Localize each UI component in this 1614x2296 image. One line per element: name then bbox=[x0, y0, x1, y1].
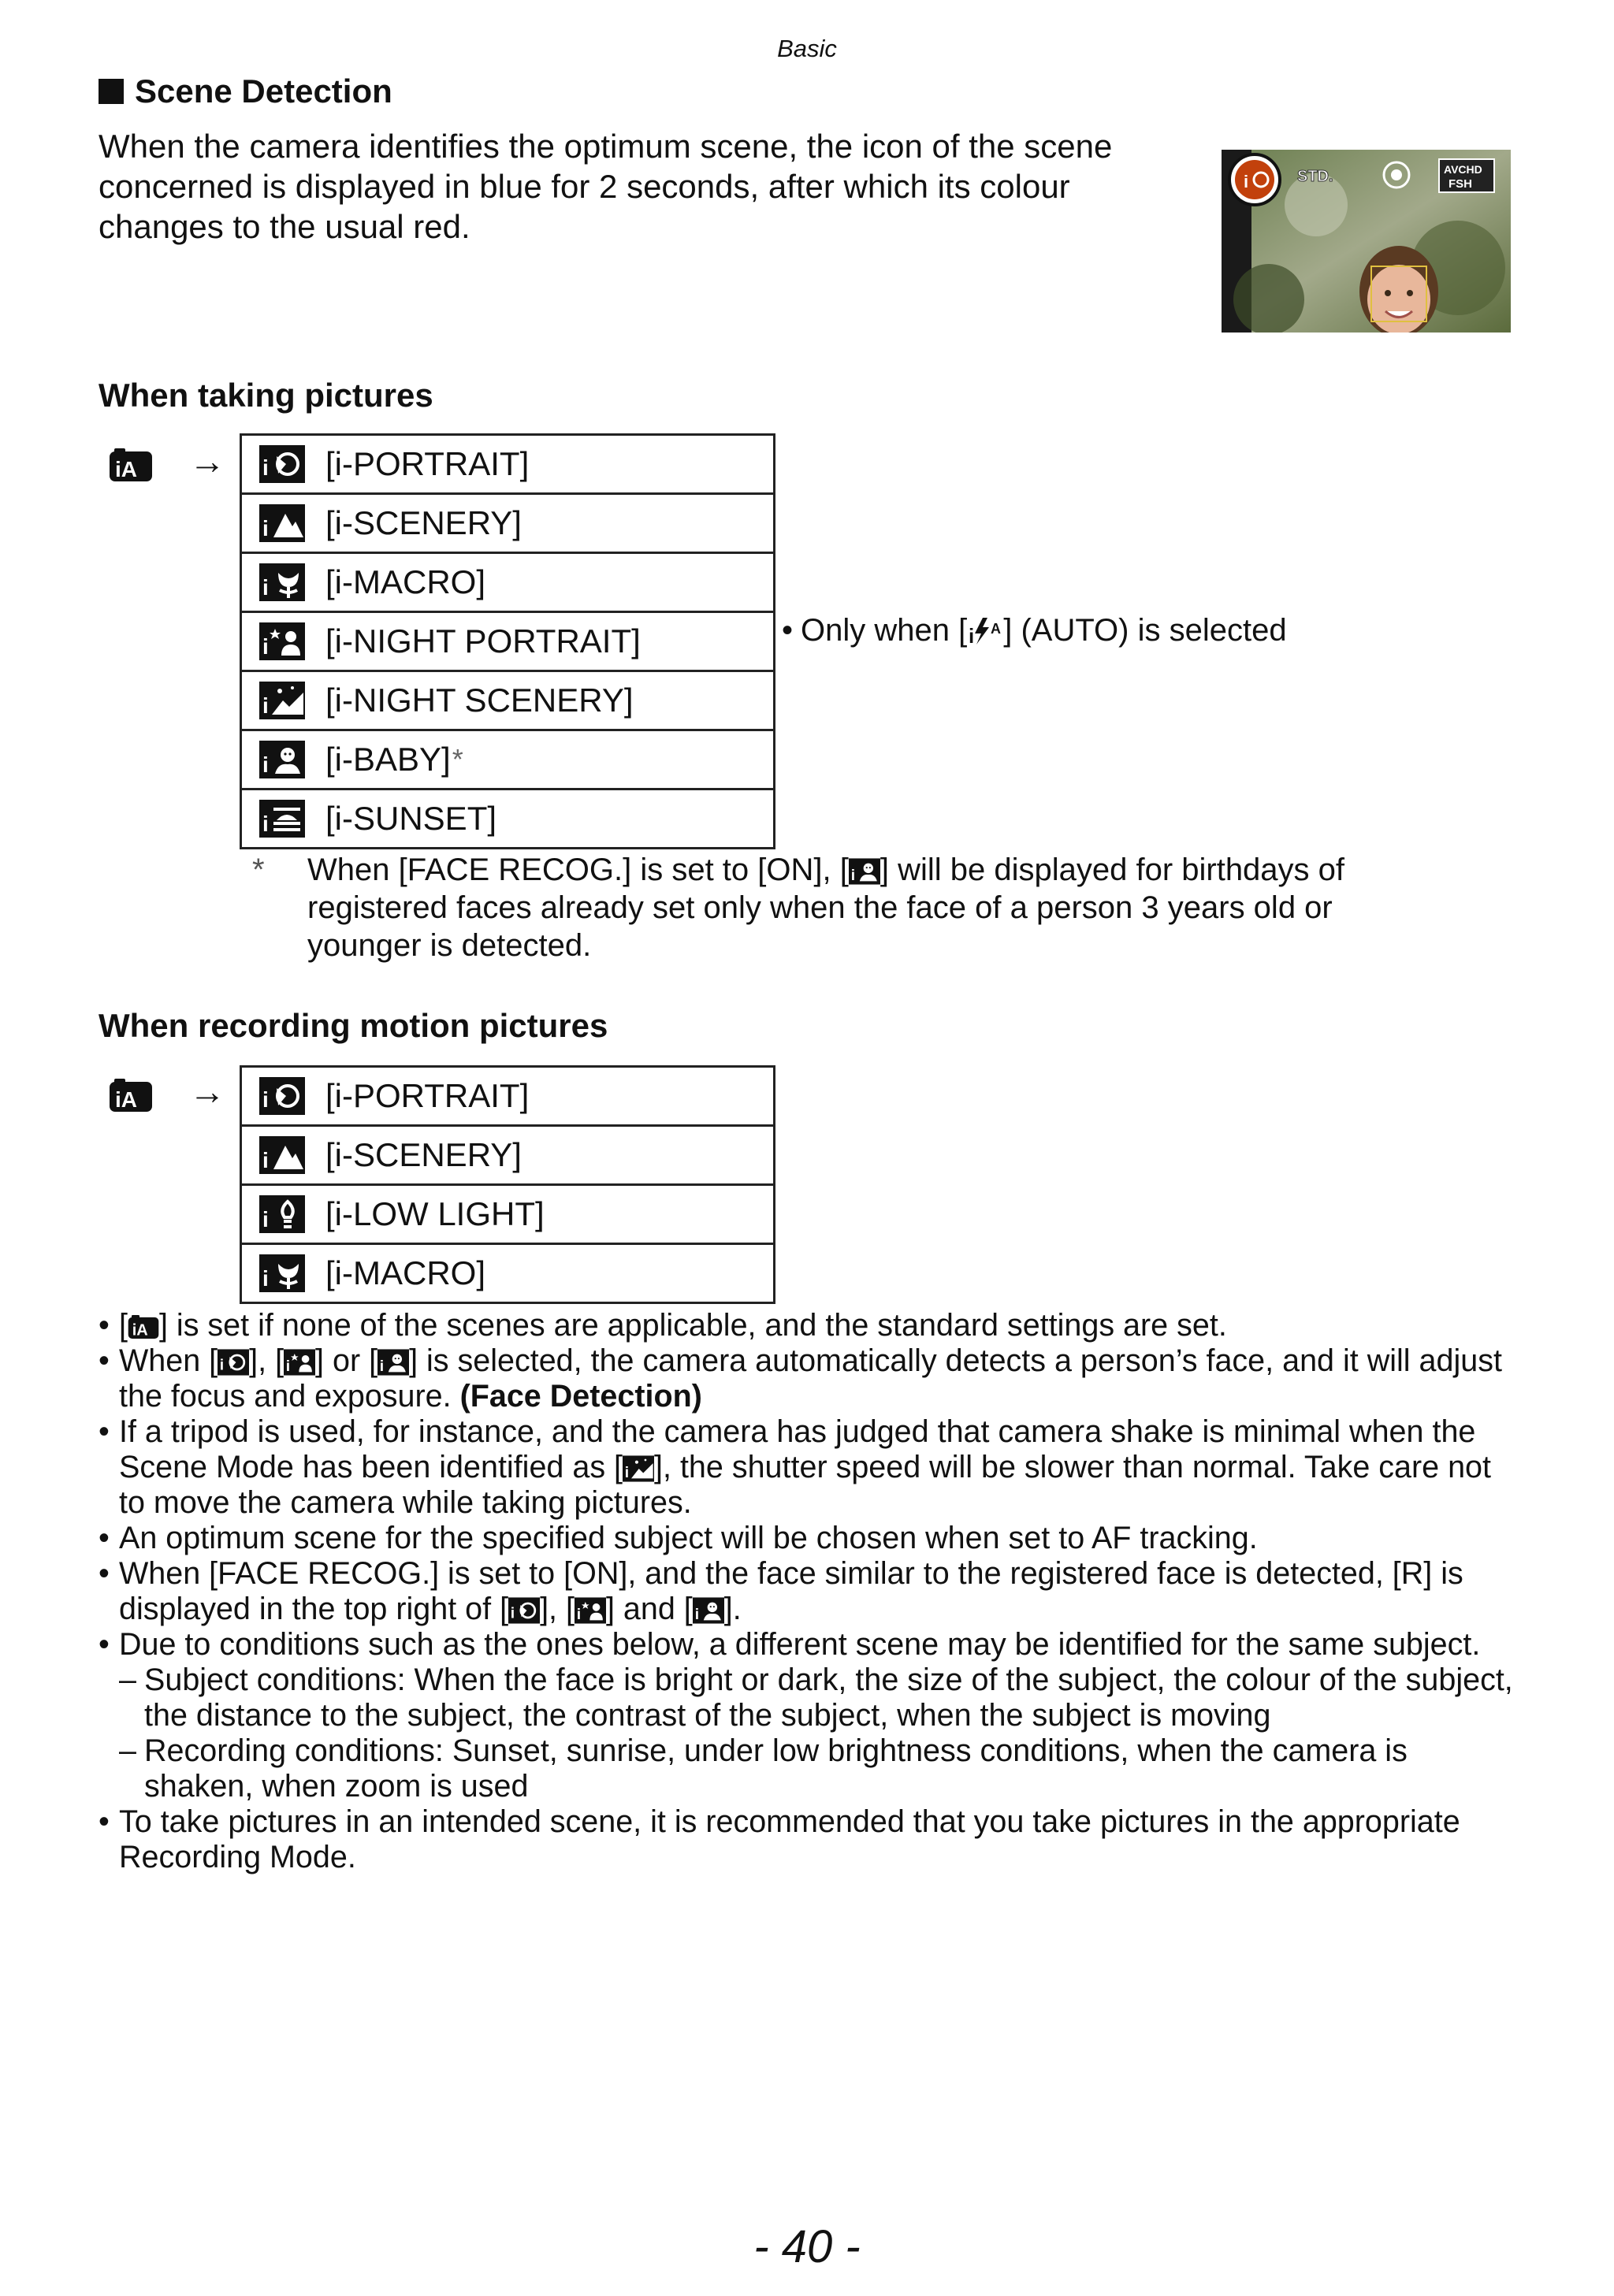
note-item bbox=[99, 1308, 1517, 1343]
i-portrait-icon bbox=[259, 445, 305, 483]
note-text: Due to conditions such as the ones below, a different scene may be identified for the same subject. bbox=[119, 1627, 1481, 1662]
bullet: • bbox=[99, 1804, 110, 1839]
i-baby-icon bbox=[693, 1597, 724, 1624]
note-text-part: ] and [ bbox=[605, 1592, 693, 1626]
intro-paragraph bbox=[99, 126, 1202, 247]
scene-row-night-scenery bbox=[242, 672, 773, 731]
i-portrait-icon bbox=[508, 1597, 540, 1624]
i-scenery-icon bbox=[259, 504, 305, 542]
osd-avchd-label: AVCHD bbox=[1444, 163, 1482, 176]
scene-label: [i-NIGHT PORTRAIT] bbox=[325, 622, 641, 659]
scene-row-portrait bbox=[242, 1068, 773, 1127]
intelligent-auto-icon bbox=[109, 1078, 153, 1113]
asterisk-mark: * bbox=[252, 853, 265, 887]
note-text-part: ] is selected, the camera automatically detects a person’s face, and it will adjust the focus and exposure. bbox=[119, 1343, 1502, 1414]
scene-row-macro bbox=[242, 554, 773, 613]
baby-footnote bbox=[252, 851, 1434, 964]
note-text-part: ], [ bbox=[249, 1343, 284, 1378]
scene-label: [i-SCENERY] bbox=[325, 504, 522, 541]
footnote-text-before: When [FACE RECOG.] is set to [ON], [ bbox=[307, 853, 849, 887]
i-night-portrait-icon bbox=[259, 622, 305, 660]
scene-row-scenery bbox=[242, 495, 773, 554]
i-scenery-icon bbox=[259, 1136, 305, 1174]
i-night-portrait-icon bbox=[284, 1349, 315, 1376]
i-night-scenery-icon bbox=[623, 1455, 654, 1482]
note-text-part: ], [ bbox=[540, 1592, 575, 1626]
note-bold-text: (Face Detection) bbox=[459, 1379, 702, 1414]
heading-recording-motion-pictures: When recording motion pictures bbox=[99, 1007, 608, 1044]
scene-label: [i-SUNSET] bbox=[325, 800, 497, 837]
asterisk-mark: * bbox=[452, 743, 463, 775]
i-portrait-icon bbox=[259, 1077, 305, 1115]
sub-note-text: Subject conditions: When the face is bright or dark, the size of the subject, the colour of the subject, the distance to the subject, the contrast of the subject, when the subject is moving bbox=[144, 1663, 1513, 1733]
i-night-scenery-icon bbox=[259, 682, 305, 719]
intro-text: When the camera identifies the optimum scene, the icon of the scene concerned is displayed in blue for 2 seconds, after which its colour changes to the usual red. bbox=[99, 128, 1113, 245]
heading-taking-pictures: When taking pictures bbox=[99, 377, 433, 414]
taking-scene-table bbox=[240, 433, 775, 849]
arrow-icon: → bbox=[189, 440, 225, 481]
note-item bbox=[99, 1343, 1517, 1414]
bullet: • bbox=[99, 1627, 110, 1662]
i-baby-icon bbox=[259, 741, 305, 778]
scene-row-sunset bbox=[242, 790, 773, 849]
osd-fsh-label: FSH bbox=[1449, 177, 1472, 191]
auto-flash-icon bbox=[967, 616, 1003, 646]
footnote-text bbox=[307, 851, 1434, 964]
i-macro-icon bbox=[259, 1254, 305, 1292]
note-text: To take pictures in an intended scene, it is recommended that you take pictures in the appropriate Recording Mode. bbox=[119, 1804, 1460, 1874]
i-macro-icon bbox=[259, 563, 305, 601]
note-text bbox=[119, 1414, 1517, 1521]
note-text-part: If a tripod is used, for instance, and the camera has judged that camera shake is minimal when the Scene Mode has been identified as [ bbox=[119, 1414, 1476, 1484]
note-text-part: ] or [ bbox=[315, 1343, 378, 1378]
notes-list bbox=[99, 1308, 1517, 1875]
note-text bbox=[119, 1556, 1517, 1627]
scene-row-low-light bbox=[242, 1186, 773, 1245]
note-text-part: When [FACE RECOG.] is set to [ON], and the face similar to the registered face is detected, [R] is displayed in the top right of [ bbox=[119, 1556, 1463, 1626]
camera-screen-photo bbox=[1222, 150, 1511, 333]
page-number: - 40 - bbox=[753, 2221, 861, 2272]
dash: – bbox=[119, 1733, 136, 1768]
i-baby-icon bbox=[849, 858, 880, 885]
note-text-after: ] (AUTO) is selected bbox=[1003, 613, 1287, 648]
note-text-part: When [ bbox=[119, 1343, 218, 1378]
intelligent-auto-icon bbox=[109, 448, 153, 482]
i-low-light-icon bbox=[259, 1195, 305, 1233]
scene-label: [i-SCENERY] bbox=[325, 1136, 522, 1173]
scene-row-macro bbox=[242, 1245, 773, 1304]
bullet: • bbox=[99, 1343, 110, 1378]
scene-label: [i-BABY] bbox=[325, 741, 451, 778]
auto-only-note bbox=[782, 613, 1287, 648]
note-item bbox=[99, 1414, 1517, 1521]
scene-label: [i-PORTRAIT] bbox=[325, 1077, 530, 1114]
camera-screen-illustration bbox=[1222, 150, 1511, 333]
scene-label: [i-NIGHT SCENERY] bbox=[325, 682, 634, 719]
bullet: • bbox=[99, 1308, 110, 1343]
scene-label: [i-PORTRAIT] bbox=[325, 445, 530, 482]
recording-scene-table bbox=[240, 1065, 775, 1304]
i-portrait-icon bbox=[218, 1349, 249, 1376]
bullet: • bbox=[99, 1521, 110, 1555]
arrow-icon: → bbox=[189, 1071, 225, 1112]
note-text-part: ], the shutter speed will be slower than normal. Take care not to move the camera while taking pictures. bbox=[119, 1450, 1491, 1520]
note-item bbox=[99, 1627, 1517, 1663]
sub-note-item bbox=[119, 1733, 1517, 1804]
bullet: • bbox=[99, 1556, 110, 1591]
note-item bbox=[99, 1804, 1517, 1875]
note-text bbox=[119, 1343, 1517, 1414]
scene-row-scenery bbox=[242, 1127, 773, 1186]
scene-label: [i-MACRO] bbox=[325, 1254, 485, 1291]
note-item bbox=[99, 1556, 1517, 1627]
scene-label: [i-LOW LIGHT] bbox=[325, 1195, 545, 1232]
note-text-part: ]. bbox=[723, 1592, 742, 1626]
i-sunset-icon bbox=[259, 800, 305, 838]
footnote-text-after: ] will be displayed for birthdays of registered faces already set only when the face of a person 3 years old or younger is detected. bbox=[307, 853, 1345, 963]
page-header-category: Basic bbox=[777, 35, 837, 62]
black-square-bullet-icon bbox=[99, 79, 124, 104]
note-text: An optimum scene for the specified subject will be chosen when set to AF tracking. bbox=[119, 1521, 1258, 1555]
i-night-portrait-icon bbox=[575, 1597, 606, 1624]
scene-row-night-portrait bbox=[242, 613, 773, 672]
scene-row-baby bbox=[242, 731, 773, 790]
bullet: • bbox=[99, 1414, 110, 1449]
note-text-before: Only when [ bbox=[801, 613, 968, 648]
i-baby-icon bbox=[377, 1349, 409, 1376]
bullet: • bbox=[782, 613, 794, 648]
sub-note-text: Recording conditions: Sunset, sunrise, under low brightness conditions, when the camera is shaken, when zoom is used bbox=[144, 1733, 1408, 1804]
scene-label: [i-MACRO] bbox=[325, 563, 485, 600]
note-item bbox=[99, 1521, 1517, 1556]
osd-std-label: STD. bbox=[1297, 168, 1333, 185]
note-text-part: [ bbox=[119, 1308, 128, 1343]
dash: – bbox=[119, 1663, 136, 1697]
svg-text:i: i bbox=[1244, 172, 1249, 191]
sub-note-item bbox=[119, 1663, 1517, 1733]
note-text bbox=[119, 1308, 1517, 1343]
section-title-text: Scene Detection bbox=[135, 72, 392, 110]
scene-row-portrait bbox=[242, 436, 773, 495]
intelligent-auto-icon bbox=[128, 1313, 159, 1340]
note-text-part: ] is set if none of the scenes are applicable, and the standard settings are set. bbox=[158, 1308, 1227, 1343]
section-title bbox=[99, 72, 392, 110]
